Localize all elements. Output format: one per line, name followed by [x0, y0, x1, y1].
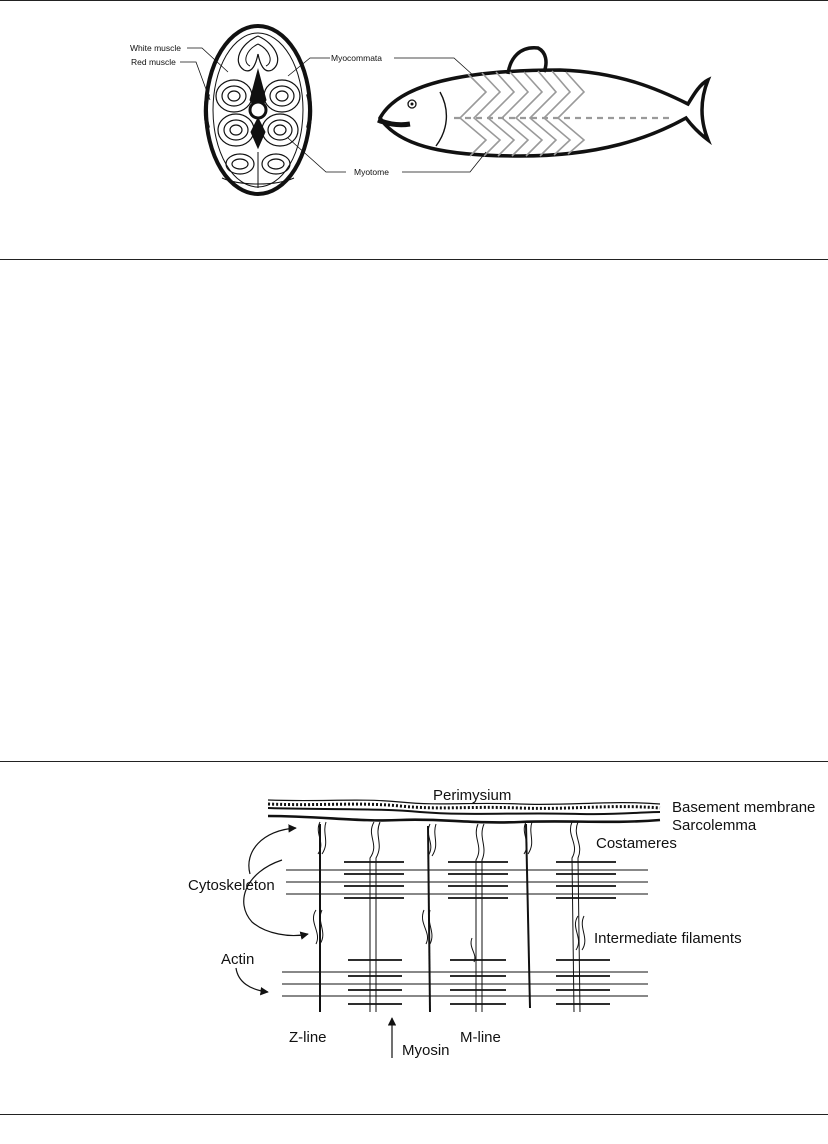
label-z-line: Z-line — [289, 1029, 327, 1046]
rule-after-fish-figure — [0, 259, 828, 260]
lower-right-myotome-loops — [262, 114, 298, 146]
label-actin: Actin — [221, 951, 255, 968]
label-basement-membrane: Basement membrane — [672, 799, 816, 816]
label-white-muscle: White muscle — [130, 43, 182, 53]
cytoskeleton-figure — [0, 762, 828, 1114]
label-m-line: M-line — [460, 1029, 501, 1046]
cytoskeleton-diagram — [0, 762, 828, 1114]
label-red-muscle: Red muscle — [131, 57, 176, 67]
label-myosin: Myosin — [402, 1042, 450, 1059]
label-costameres: Costameres — [596, 835, 677, 852]
fish-side-view — [378, 48, 708, 156]
sarcomere-lower — [282, 960, 648, 1004]
cytoskeleton-arrow-upper — [249, 828, 296, 874]
label-myotome: Myotome — [354, 167, 389, 177]
sarcomere-upper — [286, 862, 648, 898]
upper-left-myotome-loops — [216, 80, 252, 112]
label-intermediate-filaments: Intermediate filaments — [594, 930, 742, 947]
bottom-rule — [0, 1114, 828, 1115]
lower-left-myotome-loops — [218, 114, 254, 146]
cytoskeleton-arrow-lower — [244, 860, 308, 936]
label-myocommata: Myocommata — [331, 53, 383, 63]
myocommata-zigzags — [460, 71, 584, 156]
label-perimysium: Perimysium — [433, 787, 512, 804]
label-cytoskeleton: Cytoskeleton — [188, 877, 275, 894]
fish-muscle-diagram — [0, 0, 828, 259]
label-sarcolemma: Sarcolemma — [672, 817, 757, 834]
upper-right-myotome-loops — [264, 80, 300, 112]
actin-arrow — [236, 968, 268, 992]
fish-cross-section — [206, 26, 311, 194]
fish-muscle-figure — [0, 0, 828, 259]
